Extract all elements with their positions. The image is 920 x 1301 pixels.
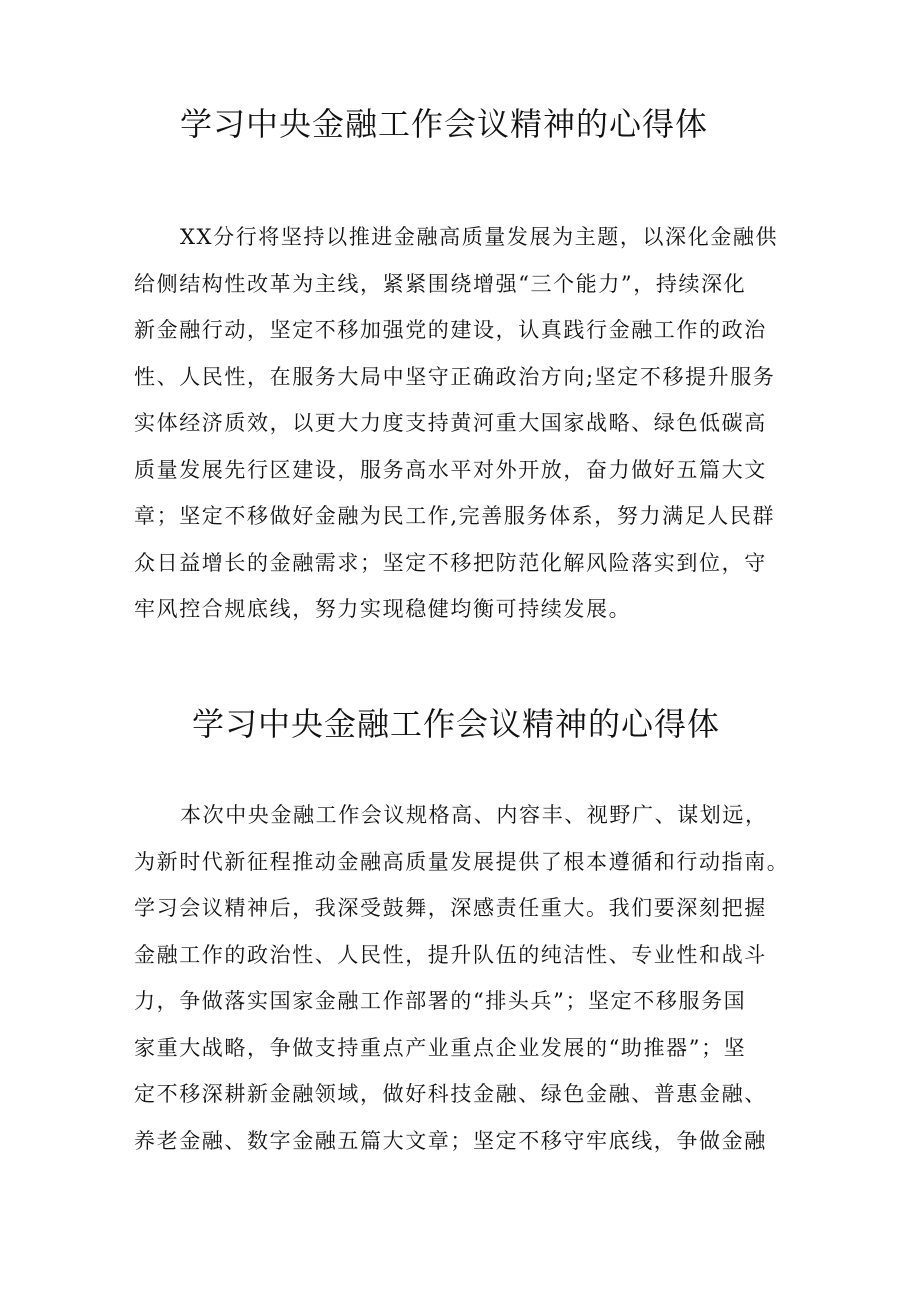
paragraph-line: 学习会议精神后，我深受鼓舞，深感责任重大。我们要深刻把握 — [134, 896, 767, 920]
paragraph-line: XX分行将坚持以推进金融高质量发展为主题，以深化金融供 — [180, 225, 779, 249]
paragraph-line: 力，争做落实国家金融工作部署的“排头兵”；坚定不移服务国 — [134, 989, 747, 1013]
paragraph-line: 给侧结构性改革为主线，紧紧围绕增强“三个能力”，持续深化 — [134, 271, 747, 296]
paragraph-line: 性、人民性，在服务大局中坚守正确政治方向;坚定不移提升服务 — [134, 364, 776, 389]
article-paragraph — [0, 214, 794, 633]
paragraph-line: 养老金融、数字金融五篇大文章；坚定不移守牢底线，争做金融 — [134, 1128, 767, 1153]
article-paragraph — [0, 792, 794, 1164]
paragraph-line: 本次中央金融工作会议规格高、内容丰、视野广、谋划远， — [180, 803, 768, 827]
paragraph-line: 家重大战略，争做支持重点产业重点企业发展的“助推器”；坚 — [134, 1035, 747, 1060]
article-title: 学习中央金融工作会议精神的心得体 — [192, 705, 721, 743]
paragraph-line: 实体经济质效，以更大力度支持黄河重大国家战略、绿色低碳高 — [134, 411, 767, 435]
paragraph-line: 众日益增长的金融需求；坚定不移把防范化解风险落实到位，守 — [134, 550, 767, 575]
paragraph-line: 新金融行动，坚定不移加强党的建设，认真践行金融工作的政治 — [134, 318, 767, 342]
article-section-2 — [0, 698, 920, 1164]
paragraph-line: 金融工作的政治性、人民性，提升队伍的纯洁性、专业性和战斗 — [134, 942, 767, 967]
paragraph-line: 牢风控合规底线，努力实现稳健均衡可持续发展。 — [134, 597, 632, 621]
paragraph-line: 质量发展先行区建设，服务高水平对外开放，奋力做好五篇大文 — [134, 457, 767, 482]
article-section-1 — [0, 98, 920, 633]
paragraph-line: 为新时代新征程推动金融高质量发展提供了根本遵循和行动指南。 — [134, 849, 790, 874]
paragraph-line: 章；坚定不移做好金融为民工作,完善服务体系，努力满足人民群 — [134, 504, 776, 528]
article-title: 学习中央金融工作会议精神的心得体 — [180, 105, 709, 143]
paragraph-line: 定不移深耕新金融领域，做好科技金融、绿色金融、普惠金融、 — [134, 1082, 767, 1106]
